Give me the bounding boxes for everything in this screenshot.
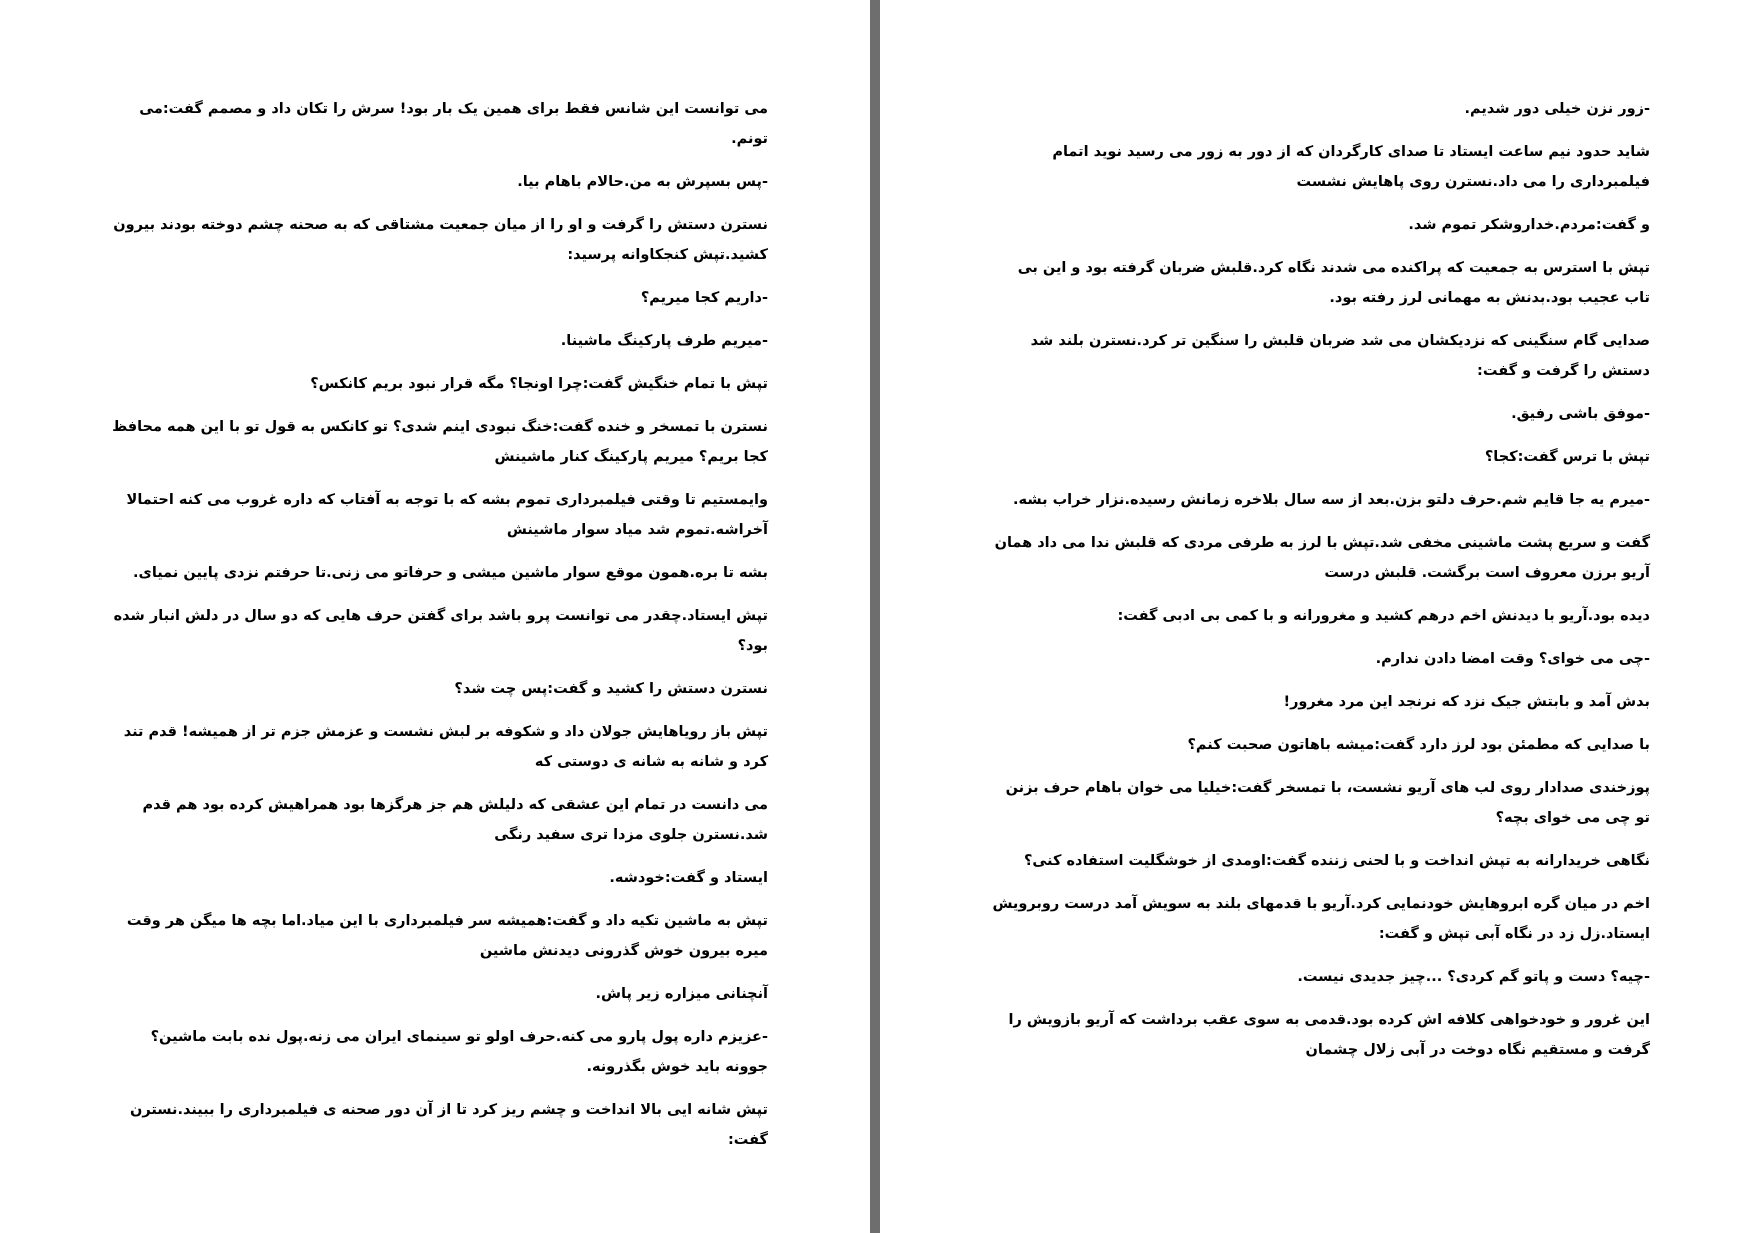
paragraph: تپش باز رویاهایش جولان داد و شکوفه بر لبش نشست و عزمش جزم تر از همیشه! قدم تند کرد و شانه به شانه ی دوستی که	[118, 724, 768, 770]
paragraph: نسترن دستش را گرفت و او را از میان جمعیت مشتاقی که به صحنه چشم دوخته بودند بیرون کشید.تپش کنجکاوانه پرسید:	[108, 217, 768, 263]
paragraph: تپش ایستاد.چقدر می توانست پرو باشد برای گفتن حرف هایی که دو سال در دلش انبار شده بود؟	[108, 608, 768, 654]
paragraph: تپش با استرس به جمعیت که پراکنده می شدند نگاه کرد.قلبش ضربان گرفته بود و این بی تاب عجیب بود.بدنش به مهمانی لرز رفته بود.	[1012, 260, 1650, 306]
paragraph: شاید حدود نیم ساعت ایستاد تا صدای کارگردان که از دور به زور می رسید نوید اتمام فیلمبرداری را می داد.نسترن روی پاهایش نشست	[1047, 144, 1650, 190]
page-divider	[870, 0, 880, 1233]
paragraph: آنچنانی میزاره زیر پاش.	[595, 986, 768, 1002]
paragraph: می دانست در تمام این عشقی که دلیلش هم جز هرگزها بود همراهیش کرده بود هم قدم شد.نسترن جلوی مزدا تری سفید رنگی	[137, 797, 768, 843]
paragraph: -داریم کجا میریم؟	[640, 290, 768, 306]
paragraph: می توانست این شانس فقط برای همین یک بار بود! سرش را تکان داد و مصمم گفت:می تونم.	[134, 101, 768, 147]
paragraph: و گفت:مردم.خداروشکر تموم شد.	[1408, 217, 1650, 233]
paragraph: اخم در میان گره ابروهایش خودنمایی کرد.آریو با قدمهای بلند به سویش آمد درست روبرویش ایستاد.زل زد در نگاه آبی تپش و گفت:	[987, 896, 1650, 942]
paragraph: تپش به ماشین تکیه داد و گفت:همیشه سر فیلمبرداری با این میاد.اما بچه ها میگن هر وقت میره بیرون خوش گذرونی دیدنش ماشین	[121, 913, 768, 959]
left-page	[0, 0, 870, 1233]
paragraph: صدایی گام سنگینی که نزدیکشان می شد ضربان قلبش را سنگین تر کرد.نسترن بلند شد دستش را گرفت و گفت:	[1025, 333, 1650, 379]
paragraph: -زور نزن خیلی دور شدیم.	[1464, 101, 1650, 117]
paragraph: تپش با ترس گفت:کجا؟	[1484, 449, 1650, 465]
paragraph: گفت و سریع پشت ماشینی مخفی شد.تپش با لرز به طرفی مردی که قلبش ندا می داد همان آریو برزن معروف است برگشت. قلبش درست	[989, 535, 1650, 581]
paragraph: -میرم یه جا قایم شم.حرف دلتو بزن.بعد از سه سال بلاخره زمانش رسیده.نزار خراب بشه.	[1013, 492, 1650, 508]
paragraph: پوزخندی صدادار روی لب های آریو نشست، با تمسخر گفت:خیلیا می خوان باهام حرف بزنن تو چی می خوای بچه؟	[1000, 780, 1650, 826]
paragraph: -موفق باشی رفیق.	[1511, 406, 1650, 422]
paragraph: با صدایی که مطمئن بود لرز دارد گفت:میشه باهاتون صحبت کنم؟	[1187, 737, 1650, 753]
paragraph: ایستاد و گفت:خودشه.	[609, 870, 768, 886]
paragraph: تپش شانه ایی بالا انداخت و چشم ریز کرد تا از آن دور صحنه ی فیلمبرداری را ببیند.نسترن گفت:	[124, 1102, 768, 1148]
paragraph: این غرور و خودخواهی کلافه اش کرده بود.قدمی به سوی عقب برداشت که آریو بازویش را گرفت و مستقیم نگاه دوخت در آبی زلال چشمان	[1003, 1012, 1650, 1058]
paragraph: تپش با تمام خنگیش گفت:چرا اونجا؟ مگه قرار نبود بریم کانکس؟	[310, 376, 768, 392]
right-page-text	[987, 94, 1650, 1078]
paragraph: نگاهی خریدارانه به تپش انداخت و با لحنی زننده گفت:اومدی از خوشگلیت استفاده کنی؟	[1023, 853, 1650, 869]
paragraph: بدش آمد و بابتش جیک نزد که نرنجد این مرد مغرور!	[1283, 694, 1650, 710]
paragraph: -پس بسپرش به من.حالام باهام بیا.	[517, 174, 768, 190]
paragraph: -عزیزم داره پول پارو می کنه.حرف اولو تو سینمای ایران می زنه.پول نده بابت ماشین؟ جوونه باید خوش بگذرونه.	[145, 1029, 768, 1075]
paragraph: نسترن دستش را کشید و گفت:پس چت شد؟	[454, 681, 768, 697]
right-page	[880, 0, 1753, 1233]
paragraph: -چی می خوای؟ وقت امضا دادن ندارم.	[1375, 651, 1650, 667]
paragraph: -میریم طرف پارکینگ ماشینا.	[560, 333, 768, 349]
paragraph: وایمستیم تا وقتی فیلمبرداری تموم بشه که با توجه به آفتاب که داره غروب می کنه احتمالا آخراشه.تموم شد میاد سوار ماشینش	[121, 492, 768, 538]
paragraph: -چیه؟ دست و پاتو گم کردی؟ ...چیز جدیدی نیست.	[1297, 969, 1650, 985]
left-page-text	[108, 94, 768, 1168]
paragraph: بشه تا بره.همون موقع سوار ماشین میشی و حرفاتو می زنی.تا حرفتم نزدی پایین نمیای.	[133, 565, 768, 581]
paragraph: دیده بود.آریو با دیدنش اخم درهم کشید و مغرورانه و با کمی بی ادبی گفت:	[1117, 608, 1650, 624]
paragraph: نسترن با تمسخر و خنده گفت:خنگ نبودی اینم شدی؟ تو کانکس به قول تو با این همه محافظ کجا بریم؟ میریم پارکینگ کنار ماشینش	[107, 419, 768, 465]
